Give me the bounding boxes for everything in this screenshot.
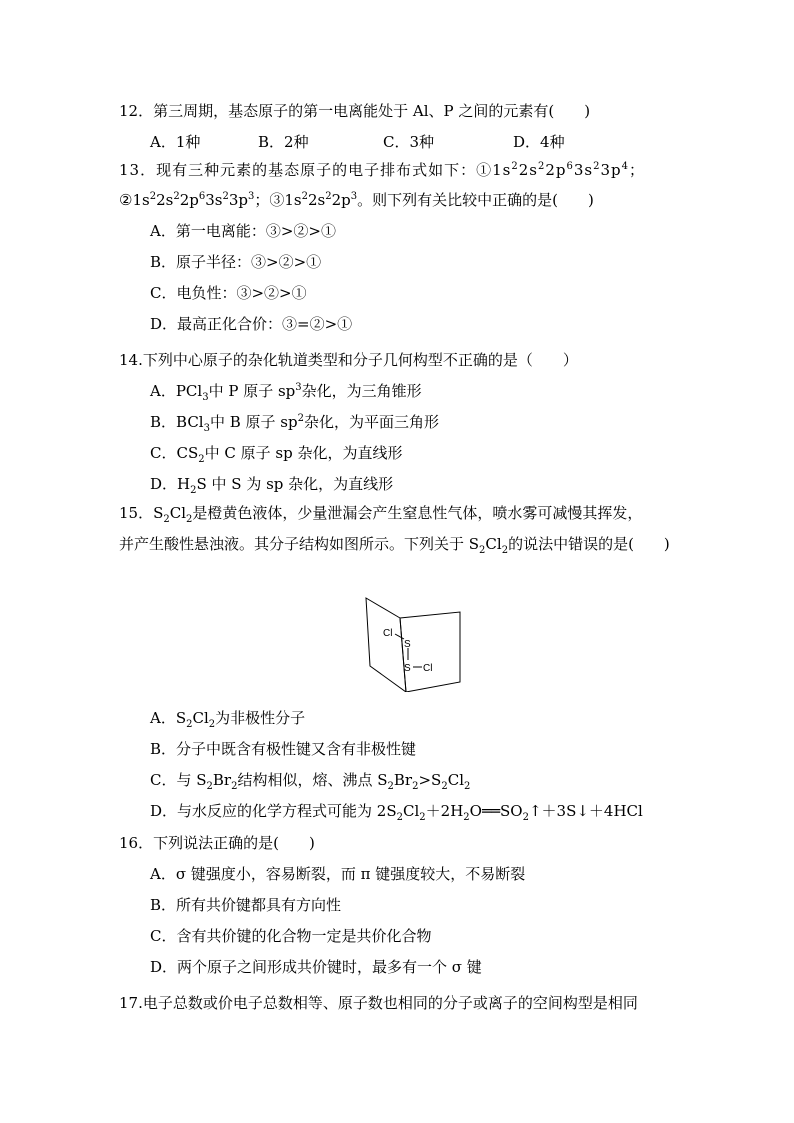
atom-cl-bottom: Cl [423, 663, 433, 674]
q14-option-c: C．$CS_2$中 C 原子 sp 杂化，为直线形 [150, 444, 403, 465]
q17-stem: 17.电子总数或价电子总数相等、原子数也相同的分子或离子的空间构型是相同 [119, 994, 638, 1012]
q12-option-a: A．1种 [150, 133, 201, 151]
q15-option-d: D．与水反应的化学方程式可能为 $2S_2Cl_2+2H_2O══SO_2↑+3S↓+4HCl$ [150, 802, 643, 823]
q15-option-c: C．与 $S_2Br_2$结构相似，熔、沸点 $S_2Br_2>S_2Cl_2$ [150, 771, 471, 792]
q12-option-d: D．4种 [513, 133, 565, 151]
q13-stem-line1: 13．现有三种元素的基态原子的电子排布式如下：$①1s^22s^22p^63s^23p^4$； [119, 161, 646, 179]
q14-option-b: B．BCl$_3$中 B 原子 $sp^2$杂化，为平面三角形 [150, 413, 440, 434]
atom-s-top: S [404, 639, 411, 650]
q16-option-c: C．含有共价键的化合物一定是共价化合物 [150, 927, 432, 945]
figure-plane-left [366, 598, 406, 692]
q13-option-b: B．原子半径：③>②>① [150, 253, 322, 271]
atom-s-bottom: S [404, 663, 411, 674]
q13-option-c: C．电负性：③>②>① [150, 284, 307, 302]
q14-stem: 14.下列中心原子的杂化轨道类型和分子几何构型不正确的是（ ） [119, 351, 578, 369]
q16-option-d: D．两个原子之间形成共价键时，最多有一个 σ 键 [150, 958, 482, 976]
bond-cl-s-top [395, 634, 404, 639]
q14-option-a: A．PCl$_3$中 P 原子 $sp^3$杂化，为三角锥形 [150, 382, 422, 403]
q15-option-b: B．分子中既含有极性键又含有非极性键 [150, 740, 417, 758]
molecule-structure-figure [360, 596, 464, 692]
figure-plane-right [400, 612, 460, 692]
q14-option-d: D．$H_2S$ 中 S 为 sp 杂化，为直线形 [150, 475, 394, 496]
q16-option-a: A．σ 键强度小，容易断裂，而 π 键强度较大，不易断裂 [150, 865, 526, 883]
atom-cl-top: Cl [383, 628, 393, 639]
q12-stem: 12．第三周期，基态原子的第一电离能处于 Al、P 之间的元素有( ) [119, 102, 591, 120]
q15-option-a: A．$S_2Cl_2$为非极性分子 [150, 709, 306, 730]
q15-stem-line1: 15．$S_2Cl_2$是橙黄色液体，少量泄漏会产生窒息性气体，喷水雾可减慢其挥发， [119, 504, 643, 525]
q13-stem-line2: $②1s^22s^22p^63s^23p^3$；$③1s^22s^22p^3$。则下列有关比较中正确的是( ) [119, 191, 594, 209]
q12-option-b: B．2种 [258, 133, 309, 151]
q13-option-d: D．最高正化合价：③=②>① [150, 315, 353, 333]
q13-option-a: A．第一电离能：③>②>① [150, 222, 336, 240]
q16-stem: 16．下列说法正确的是( ) [119, 834, 315, 852]
q15-stem-line2: 并产生酸性悬浊液。其分子结构如图所示。下列关于 $S_2Cl_2$的说法中错误的是( ) [119, 535, 670, 556]
q16-option-b: B．所有共价键都具有方向性 [150, 896, 342, 914]
q12-option-c: C．3种 [383, 133, 435, 151]
